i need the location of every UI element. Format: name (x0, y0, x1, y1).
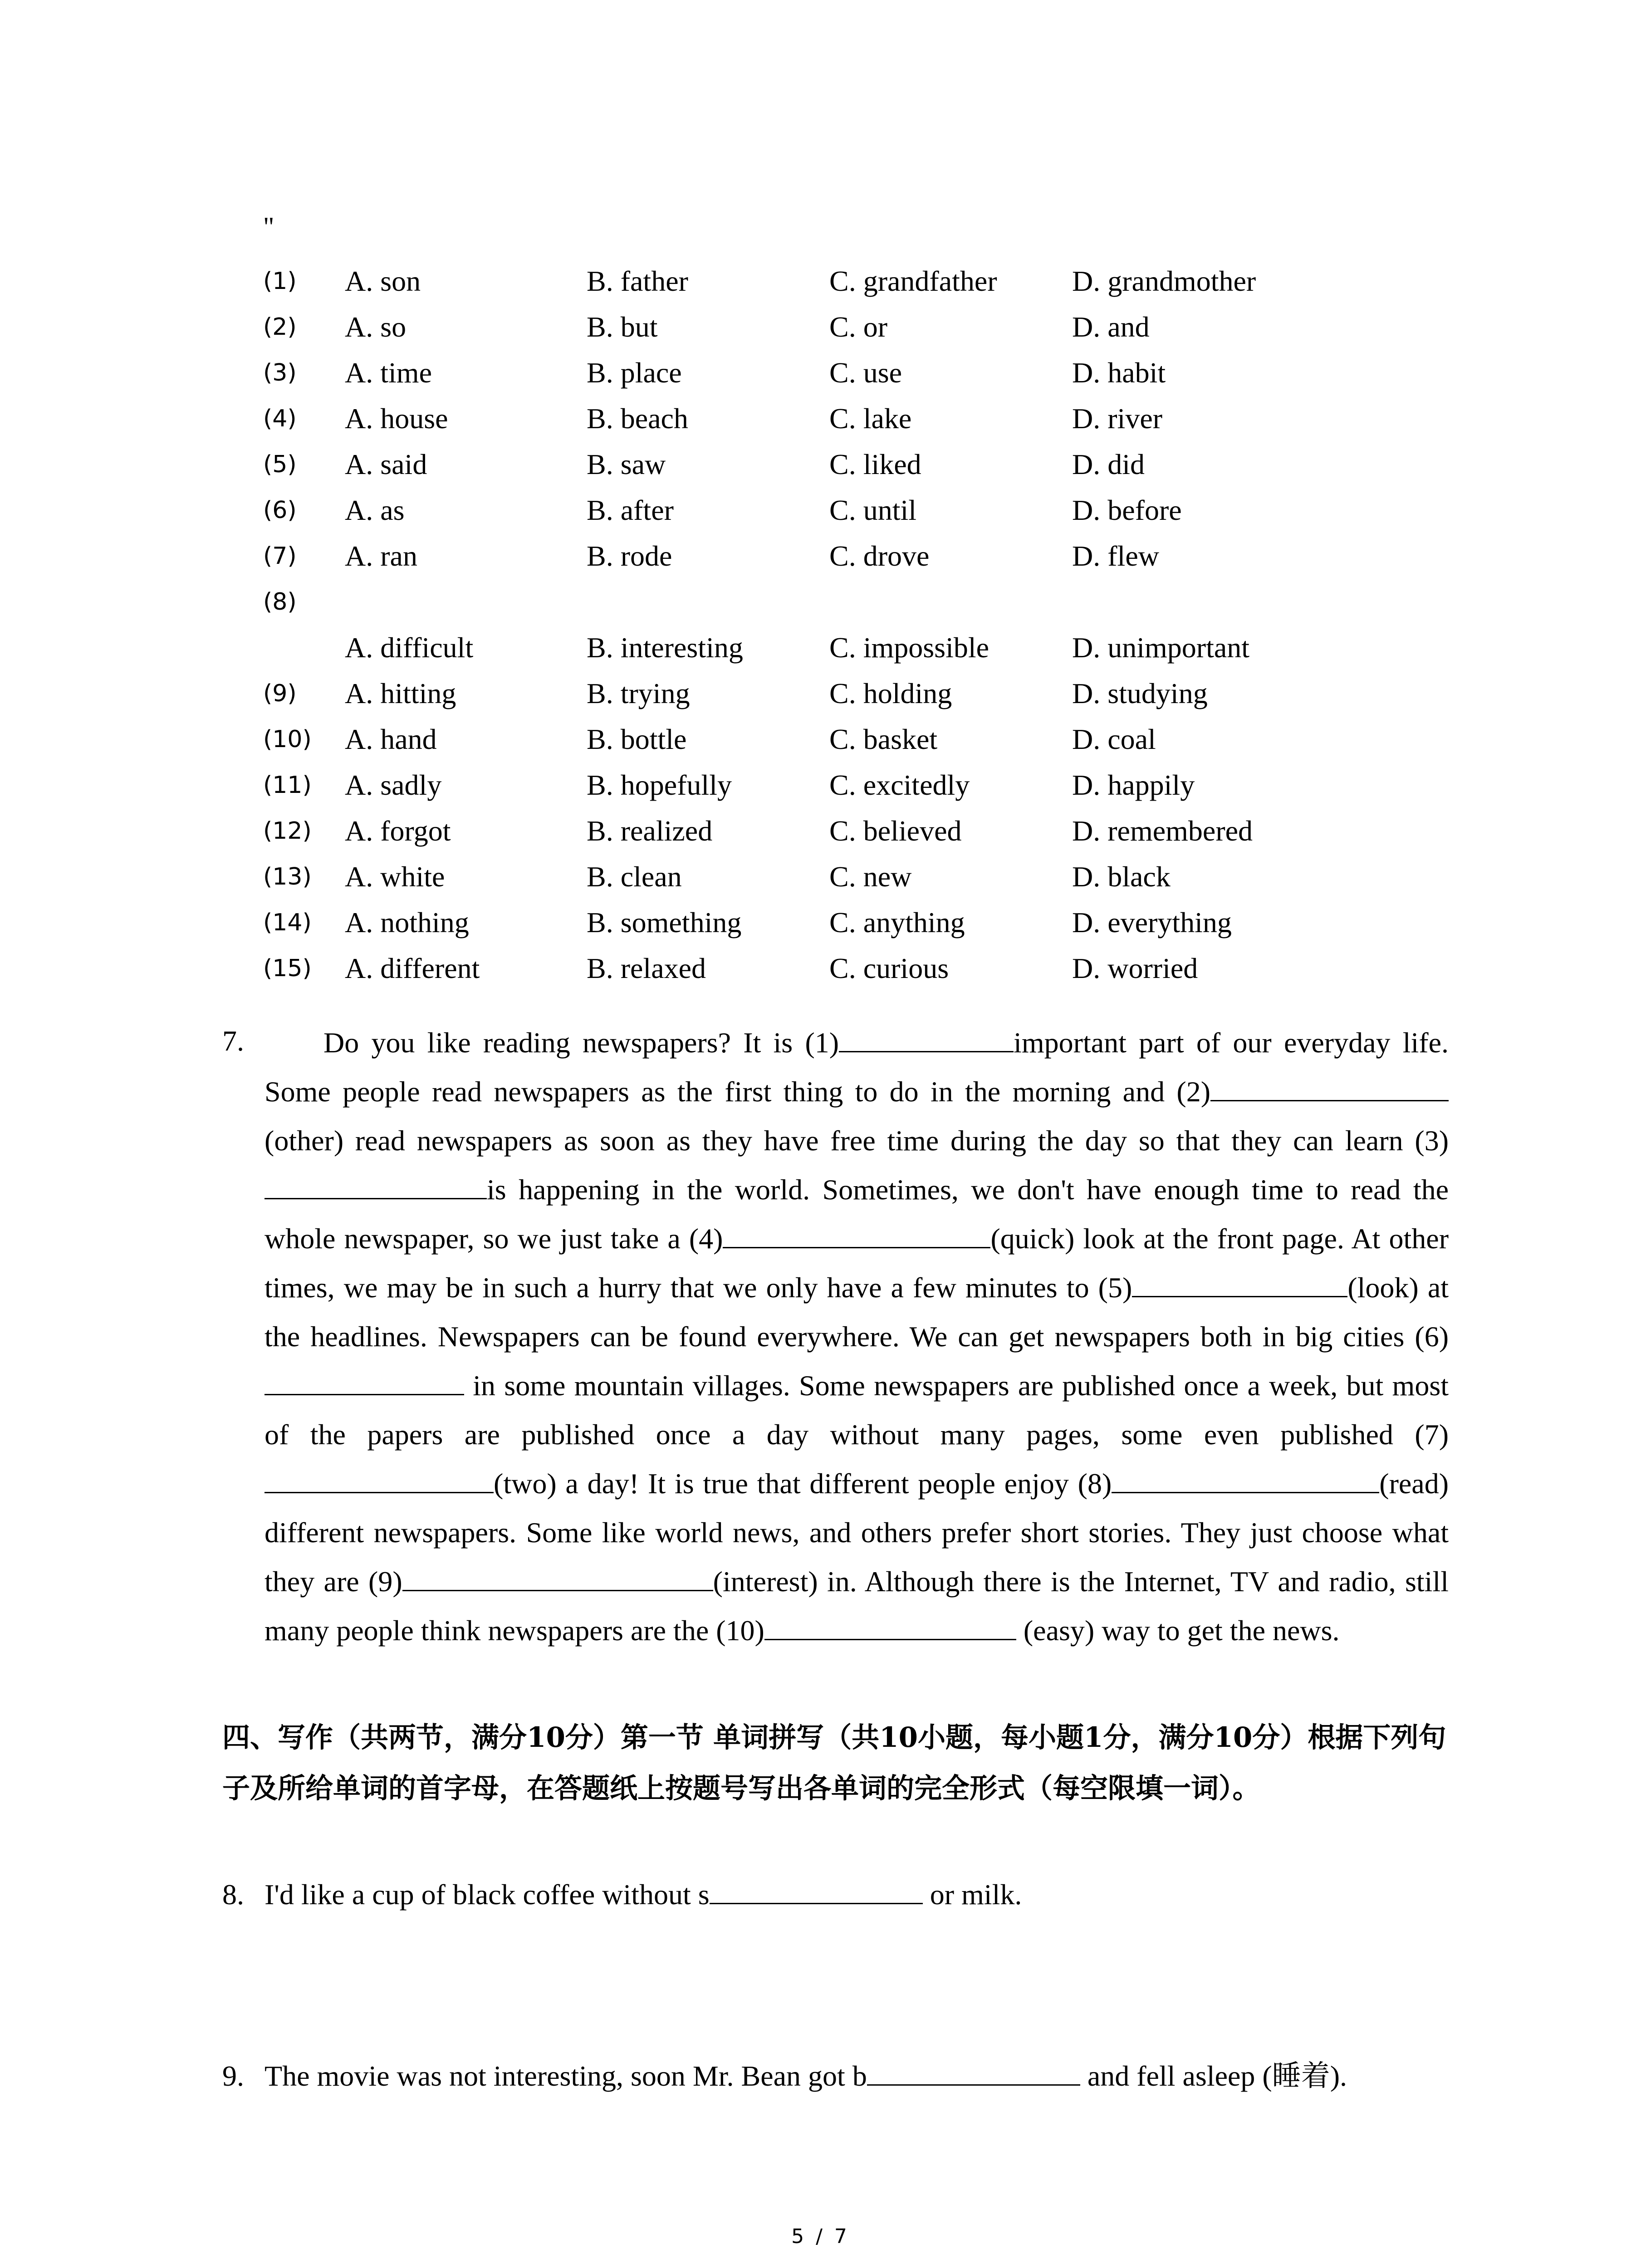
option-d: D. coal (1072, 723, 1156, 755)
stray-quote-mark: " (263, 212, 274, 242)
option-d: D. habit (1072, 357, 1166, 389)
option-row (263, 721, 1307, 767)
answer-blank-5[interactable] (1132, 1264, 1347, 1297)
answer-blank-2[interactable] (1210, 1068, 1449, 1101)
option-number: (13) (263, 863, 312, 890)
option-row (263, 401, 1307, 446)
option-number: (1) (263, 268, 297, 295)
question-9 (222, 2053, 1347, 2099)
option-c: C. basket (829, 723, 938, 755)
answer-blank[interactable] (710, 1871, 923, 1904)
answer-blank-7[interactable] (265, 1460, 494, 1493)
option-d: D. before (1072, 494, 1182, 526)
option-c: C. curious (829, 952, 949, 984)
passage-segment: (easy) way to get the news. (1016, 1614, 1340, 1647)
option-a: A. so (345, 311, 407, 343)
question-text: I'd like a cup of black coffee without s (265, 1878, 710, 1911)
option-c: C. impossible (829, 631, 989, 664)
answer-blank-4[interactable] (723, 1215, 990, 1248)
page-number: 5 / 7 (791, 2225, 850, 2248)
option-a: A. difficult (345, 631, 474, 664)
option-d: D. and (1072, 311, 1150, 343)
option-number: (3) (263, 359, 297, 386)
option-b: B. bottle (587, 723, 687, 755)
option-c: C. anything (829, 906, 965, 938)
option-c: C. grandfather (829, 265, 997, 297)
option-b: B. rode (587, 540, 672, 572)
option-a: A. hitting (345, 677, 456, 709)
option-b: B. father (587, 265, 688, 297)
option-b: B. something (587, 906, 742, 938)
passage-segment: is happening in the world. Sometimes, we don't have enough time to read the whole newspaper, so we just take a (4) (265, 1173, 1449, 1255)
passage-segment: in some mountain villages. Some newspapers are published once a week, but most of the papers are published once a day without many pages, some even published (7) (265, 1369, 1449, 1451)
option-d: D. black (1072, 860, 1171, 893)
option-b: B. saw (587, 448, 666, 480)
option-row (263, 859, 1307, 904)
question-8 (222, 1871, 1022, 1917)
option-a: A. son (345, 265, 421, 297)
passage-segment: (interest) in. Although there is the Internet, TV and radio, still many people think newspapers are the (10) (265, 1565, 1449, 1647)
option-a: A. as (345, 494, 405, 526)
option-b: B. beach (587, 402, 688, 435)
option-b: B. realized (587, 815, 713, 847)
option-number: (6) (263, 497, 297, 524)
option-row (263, 263, 1307, 309)
option-b: B. clean (587, 860, 682, 893)
option-row (263, 950, 1307, 996)
question-text: or milk. (922, 1878, 1022, 1911)
option-d: D. studying (1072, 677, 1208, 709)
question-number: 8. (222, 1878, 244, 1911)
option-number: (10) (263, 726, 312, 753)
passage-segment: Do you like reading newspapers? It is (1) (323, 1026, 839, 1059)
answer-blank-10[interactable] (764, 1607, 1016, 1640)
option-c: C. until (829, 494, 917, 526)
option-a: A. time (345, 357, 432, 389)
option-row (263, 675, 1307, 721)
passage-segment: (read) different newspapers. Some like world news, and others prefer short stories. They just choose what they are (9) (265, 1467, 1449, 1598)
option-a: A. ran (345, 540, 417, 572)
option-c: C. new (829, 860, 912, 893)
option-b: B. after (587, 494, 674, 526)
option-c: C. liked (829, 448, 921, 480)
option-number: (4) (263, 405, 297, 432)
option-b: B. interesting (587, 631, 743, 664)
answer-blank-1[interactable] (839, 1019, 1014, 1052)
option-a: A. different (345, 952, 480, 984)
option-c: C. lake (829, 402, 912, 435)
option-number: (2) (263, 313, 297, 341)
question-text: and fell asleep (睡着). (1080, 2060, 1347, 2092)
passage-text (265, 1018, 1449, 1655)
passage-segment: (two) a day! It is true that different people enjoy (8) (494, 1467, 1112, 1500)
option-number: (11) (263, 772, 312, 799)
option-d: D. river (1072, 402, 1163, 435)
question-text: The movie was not interesting, soon Mr. Bean got b (265, 2060, 867, 2092)
option-number: (7) (263, 543, 297, 570)
option-c: C. excitedly (829, 769, 970, 801)
answer-blank-6[interactable] (265, 1362, 464, 1395)
option-row (263, 538, 1307, 584)
option-a: A. forgot (345, 815, 451, 847)
option-c: C. use (829, 357, 902, 389)
option-row (263, 355, 1307, 401)
option-c: C. holding (829, 677, 952, 709)
answer-blank-9[interactable] (402, 1558, 713, 1591)
option-b: B. but (587, 311, 658, 343)
option-a: A. hand (345, 723, 437, 755)
option-a: A. nothing (345, 906, 469, 938)
option-b: B. place (587, 357, 682, 389)
option-row (263, 309, 1307, 355)
option-b: B. hopefully (587, 769, 732, 801)
option-a: A. white (345, 860, 445, 893)
option-row (263, 446, 1307, 492)
option-d: D. remembered (1072, 815, 1253, 847)
option-d: D. unimportant (1072, 631, 1250, 664)
answer-blank[interactable] (867, 2053, 1080, 2086)
option-d: D. did (1072, 448, 1145, 480)
answer-blank-8[interactable] (1112, 1460, 1379, 1493)
passage-segment: (look) at the headlines. Newspapers can be found everywhere. We can get newspapers both in big cities (6) (265, 1271, 1449, 1353)
question-number: 7. (222, 1025, 244, 1057)
option-b: B. relaxed (587, 952, 706, 984)
option-c: C. believed (829, 815, 962, 847)
option-number: (5) (263, 451, 297, 478)
option-a: A. said (345, 448, 427, 480)
cloze-options-table (263, 263, 1307, 996)
option-d: D. everything (1072, 906, 1232, 938)
option-b: B. trying (587, 677, 690, 709)
passage-segment: important part of our everyday life. Some people read newspapers as the first thing to do in the morning and (2) (265, 1026, 1449, 1108)
option-c: C. or (829, 311, 887, 343)
option-a: A. sadly (345, 769, 442, 801)
option-row (263, 492, 1307, 538)
question-number: 9. (222, 2060, 244, 2092)
option-d: D. grandmother (1072, 265, 1256, 297)
option-row (263, 767, 1307, 813)
option-c: C. drove (829, 540, 930, 572)
option-a: A. house (345, 402, 448, 435)
option-d: D. happily (1072, 769, 1195, 801)
option-number: (15) (263, 955, 312, 982)
section-4-heading: 四、写作（共两节，满分10分）第一节 单词拼写（共10小题，每小题1分，满分10分）根据下列句子及所给单词的首字母，在答题纸上按题号写出各单词的完全形式（每空限填一词）。 (222, 1721, 1446, 1804)
option-row (263, 813, 1307, 859)
option-row (263, 904, 1307, 950)
option-number: (14) (263, 909, 312, 936)
option-number: (12) (263, 817, 312, 845)
option-d: D. worried (1072, 952, 1198, 984)
passage-segment: (other) read newspapers as soon as they have free time during the day so that they can learn (3) (265, 1124, 1449, 1157)
option-number: (9) (263, 680, 297, 707)
option-number: (8) (263, 588, 297, 616)
option-d: D. flew (1072, 540, 1159, 572)
option-row (263, 584, 1307, 675)
passage-segment: (quick) look at the front page. At other times, we may be in such a hurry that we only have a few minutes to (5) (265, 1222, 1449, 1304)
answer-blank-3[interactable] (265, 1166, 487, 1199)
